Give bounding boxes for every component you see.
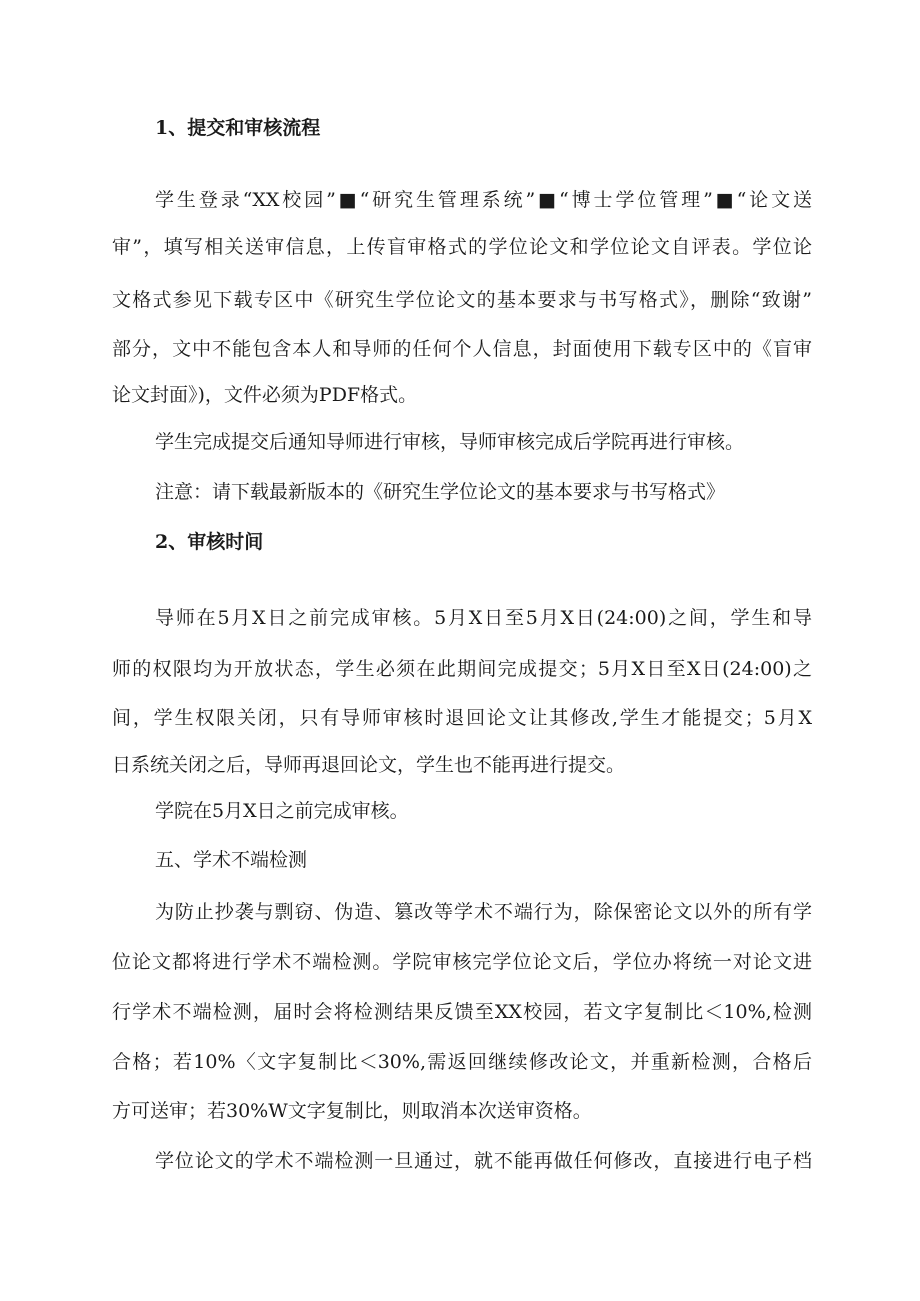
paragraph-line: 学生登录“XX校园”■“研究生管理系统”■“博士学位管理”■“论文送 bbox=[155, 189, 812, 211]
paragraph-line: 间，学生权限关闭，只有导师审核时退回论文让其修改,学生才能提交；5月X bbox=[112, 707, 812, 729]
paragraph-line: 论文封面》)，文件必须为PDF格式。 bbox=[112, 384, 418, 406]
paragraph-line: 学位论文的学术不端检测一旦通过，就不能再做任何修改，直接进行电子档 bbox=[155, 1150, 812, 1172]
paragraph-line: 师的权限均为开放状态，学生必须在此期间完成提交；5月X日至X日(24:00)之 bbox=[112, 658, 812, 680]
section-heading-submit-review: 1、提交和审核流程 bbox=[155, 117, 321, 139]
paragraph-line: 学院在5月X日之前完成审核。 bbox=[155, 800, 409, 822]
paragraph-line: 为防止抄袭与剽窃、伪造、篡改等学术不端行为，除保密论文以外的所有学 bbox=[155, 901, 812, 923]
paragraph-line: 文格式参见下载专区中《研究生学位论文的基本要求与书写格式》，删除“致谢” bbox=[112, 289, 812, 311]
paragraph-line: 学生完成提交后通知导师进行审核，导师审核完成后学院再进行审核。 bbox=[155, 431, 745, 453]
paragraph-line: 行学术不端检测，届时会将检测结果反馈至XX校园，若文字复制比＜10%,检测 bbox=[112, 1001, 812, 1023]
note-line: 注意：请下载最新版本的《研究生学位论文的基本要求与书写格式》 bbox=[155, 481, 726, 503]
paragraph-line: 方可送审；若30%W文字复制比，则取消本次送审资格。 bbox=[112, 1100, 592, 1122]
paragraph-line: 位论文都将进行学术不端检测。学院审核完学位论文后，学位办将统一对论文进 bbox=[112, 951, 812, 973]
paragraph-line: 部分，文中不能包含本人和导师的任何个人信息，封面使用下载专区中的《盲审 bbox=[112, 338, 812, 360]
paragraph-line: 导师在5月X日之前完成审核。5月X日至5月X日(24:00)之间，学生和导 bbox=[155, 607, 812, 629]
section-heading-review-time: 2、审核时间 bbox=[155, 531, 264, 553]
paragraph-line: 日系统关闭之后，导师再退回论文，学生也不能再进行提交。 bbox=[112, 754, 626, 776]
section-heading-academic-misconduct: 五、学术不端检测 bbox=[155, 849, 308, 871]
paragraph-line: 审”，填写相关送审信息，上传盲审格式的学位论文和学位论文自评表。学位论 bbox=[112, 236, 812, 258]
paragraph-line: 合格；若10%〈文字复制比＜30%,需返回继续修改论文，并重新检测，合格后 bbox=[112, 1051, 812, 1073]
